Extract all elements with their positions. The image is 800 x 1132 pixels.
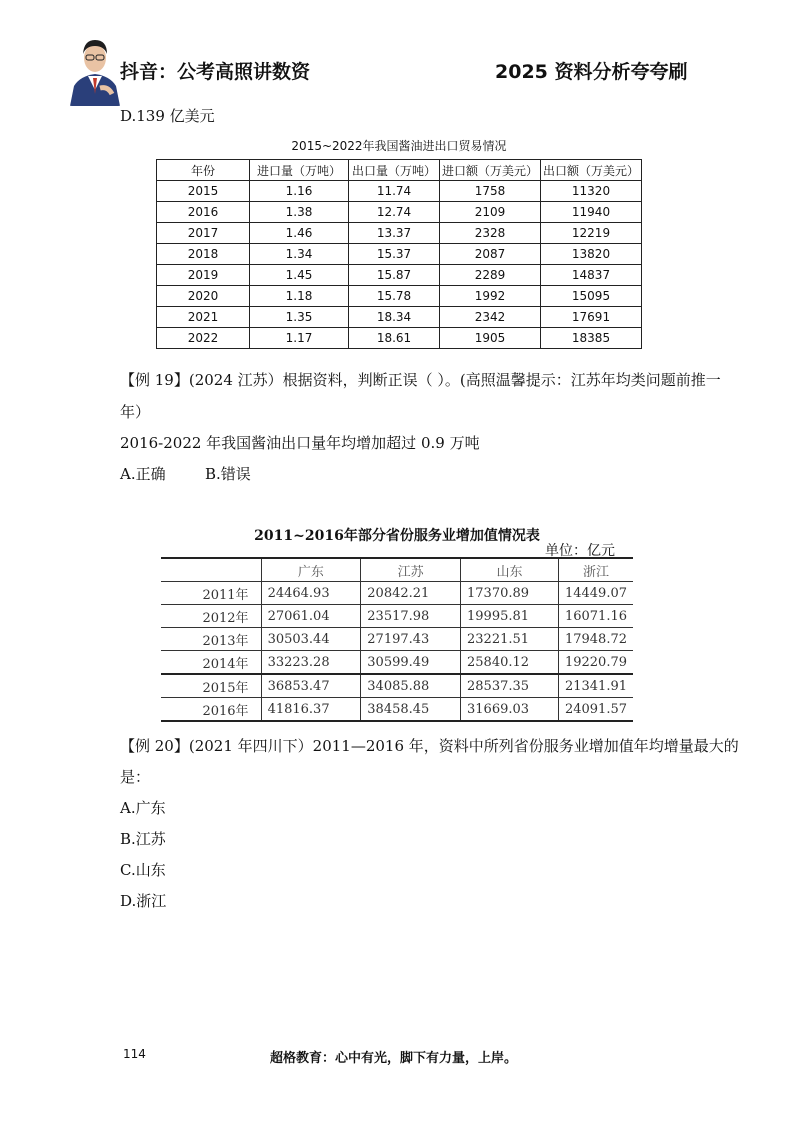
table-cell: 2019	[157, 265, 250, 286]
table-cell: 1.45	[250, 265, 349, 286]
table-cell: 1905	[440, 328, 541, 349]
table-cell: 18385	[541, 328, 642, 349]
table-cell: 19220.79	[558, 651, 633, 675]
table-cell: 23221.51	[461, 628, 559, 651]
table-row	[157, 223, 642, 244]
table-cell: 2013年	[202, 633, 249, 649]
table-cell: 2109	[440, 202, 541, 223]
previous-option-d: D.139 亿美元	[120, 107, 215, 125]
table-cell: 15.37	[349, 244, 440, 265]
page-number: 114	[123, 1047, 146, 1061]
table-cell: 19995.81	[461, 605, 559, 628]
table-header-row	[161, 558, 633, 582]
q20-option-a: A.广东	[120, 799, 166, 817]
table-cell: 2328	[440, 223, 541, 244]
table-cell: 2017	[157, 223, 250, 244]
table-cell: 17691	[541, 307, 642, 328]
table-cell: 18.61	[349, 328, 440, 349]
table-cell: 11940	[541, 202, 642, 223]
table-cell: 2016年	[202, 703, 249, 719]
table-cell: 14837	[541, 265, 642, 286]
table-cell: 2015年	[202, 680, 249, 696]
table-cell: 30503.44	[261, 628, 361, 651]
table-row	[161, 582, 633, 605]
q19-prompt-line2: 年）	[120, 403, 151, 421]
q20-prompt-line2: 是：	[120, 768, 151, 786]
presenter-avatar	[66, 28, 124, 106]
table-cell: 1.35	[250, 307, 349, 328]
table-cell: 27061.04	[261, 605, 361, 628]
table-cell: 21341.91	[558, 674, 633, 698]
table-cell: 15.78	[349, 286, 440, 307]
table-cell: 41816.37	[261, 698, 361, 722]
table-cell: 1.18	[250, 286, 349, 307]
table-cell: 24091.57	[558, 698, 633, 722]
table-header-row	[157, 160, 642, 181]
table-row	[161, 651, 633, 675]
table-cell: 2087	[440, 244, 541, 265]
table-cell: 13820	[541, 244, 642, 265]
table-row	[161, 605, 633, 628]
table-cell: 30599.49	[361, 651, 461, 675]
q19-prompt-line1: 【例 19】(2024 江苏）根据资料，判断正误（ ）。(高照温馨提示：江苏年均类问题前推一	[120, 371, 721, 389]
table2-title: 2011~2016年部分省份服务业增加值情况表	[254, 528, 540, 544]
table-cell: 31669.03	[461, 698, 559, 722]
table-cell: 16071.16	[558, 605, 633, 628]
table-cell: 34085.88	[361, 674, 461, 698]
q20-prompt-line1: 【例 20】(2021 年四川下）2011—2016 年，资料中所列省份服务业增加值年均增量最大的	[120, 737, 739, 755]
table-cell: 23517.98	[361, 605, 461, 628]
q19-option-a: A.正确	[120, 465, 166, 483]
table-cell: 12.74	[349, 202, 440, 223]
table-cell: 2021	[157, 307, 250, 328]
table1-title: 2015~2022年我国酱油进出口贸易情况	[291, 139, 507, 153]
col-header-blank	[161, 558, 261, 582]
table2-unit: 单位：亿元	[545, 543, 615, 559]
col-header-guangdong: 广东	[261, 558, 361, 582]
table-cell: 2289	[440, 265, 541, 286]
table-cell: 24464.93	[261, 582, 361, 605]
service-industry-table	[161, 557, 633, 722]
table-cell: 11320	[541, 181, 642, 202]
q20-option-b: B.江苏	[120, 830, 166, 848]
table-row	[157, 328, 642, 349]
table-cell: 2011年	[202, 587, 249, 603]
col-header-year: 年份	[157, 160, 250, 181]
table-cell: 36853.47	[261, 674, 361, 698]
header-channel: 抖音：公考高照讲数资	[120, 61, 311, 83]
table-cell: 13.37	[349, 223, 440, 244]
table-cell: 15095	[541, 286, 642, 307]
table-row	[161, 628, 633, 651]
table-row	[157, 244, 642, 265]
table-row	[161, 698, 633, 722]
table-cell: 2015	[157, 181, 250, 202]
table-row	[157, 265, 642, 286]
table-row	[157, 286, 642, 307]
table-cell: 20842.21	[361, 582, 461, 605]
table-cell: 2016	[157, 202, 250, 223]
table-row	[161, 674, 633, 698]
table-cell: 2014年	[202, 656, 249, 672]
table-cell: 11.74	[349, 181, 440, 202]
col-header-zhejiang: 浙江	[558, 558, 633, 582]
table-cell: 28537.35	[461, 674, 559, 698]
col-header-import-volume: 进口量（万吨）	[250, 160, 349, 181]
table-row	[157, 307, 642, 328]
col-header-export-volume: 出口量（万吨）	[349, 160, 440, 181]
table-row	[157, 181, 642, 202]
table-cell: 17948.72	[558, 628, 633, 651]
table-cell: 2342	[440, 307, 541, 328]
table-cell: 25840.12	[461, 651, 559, 675]
table-cell: 1992	[440, 286, 541, 307]
table-cell: 27197.43	[361, 628, 461, 651]
q19-option-b: B.错误	[205, 465, 251, 483]
table-cell: 33223.28	[261, 651, 361, 675]
header-series-title: 2025 资料分析夸夸刷	[495, 61, 688, 83]
table-cell: 2018	[157, 244, 250, 265]
table-cell: 12219	[541, 223, 642, 244]
col-header-jiangsu: 江苏	[361, 558, 461, 582]
table-cell: 1758	[440, 181, 541, 202]
table-cell: 18.34	[349, 307, 440, 328]
table-cell: 1.46	[250, 223, 349, 244]
table-row	[157, 202, 642, 223]
table-cell: 1.34	[250, 244, 349, 265]
table-cell: 2022	[157, 328, 250, 349]
table-cell: 1.16	[250, 181, 349, 202]
table-cell: 14449.07	[558, 582, 633, 605]
q19-statement: 2016-2022 年我国酱油出口量年均增加超过 0.9 万吨	[120, 434, 480, 452]
q20-option-c: C.山东	[120, 861, 166, 879]
soy-sauce-trade-table	[156, 159, 642, 349]
table-cell: 15.87	[349, 265, 440, 286]
footer-slogan: 超格教育：心中有光，脚下有力量，上岸。	[270, 1051, 518, 1066]
col-header-import-value: 进口额（万美元）	[440, 160, 541, 181]
table-cell: 1.17	[250, 328, 349, 349]
table-cell: 1.38	[250, 202, 349, 223]
table-cell: 38458.45	[361, 698, 461, 722]
table-cell: 17370.89	[461, 582, 559, 605]
col-header-export-value: 出口额（万美元）	[541, 160, 642, 181]
table-cell: 2020	[157, 286, 250, 307]
col-header-shandong: 山东	[461, 558, 559, 582]
table-cell: 2012年	[202, 610, 249, 626]
q20-option-d: D.浙江	[120, 892, 167, 910]
